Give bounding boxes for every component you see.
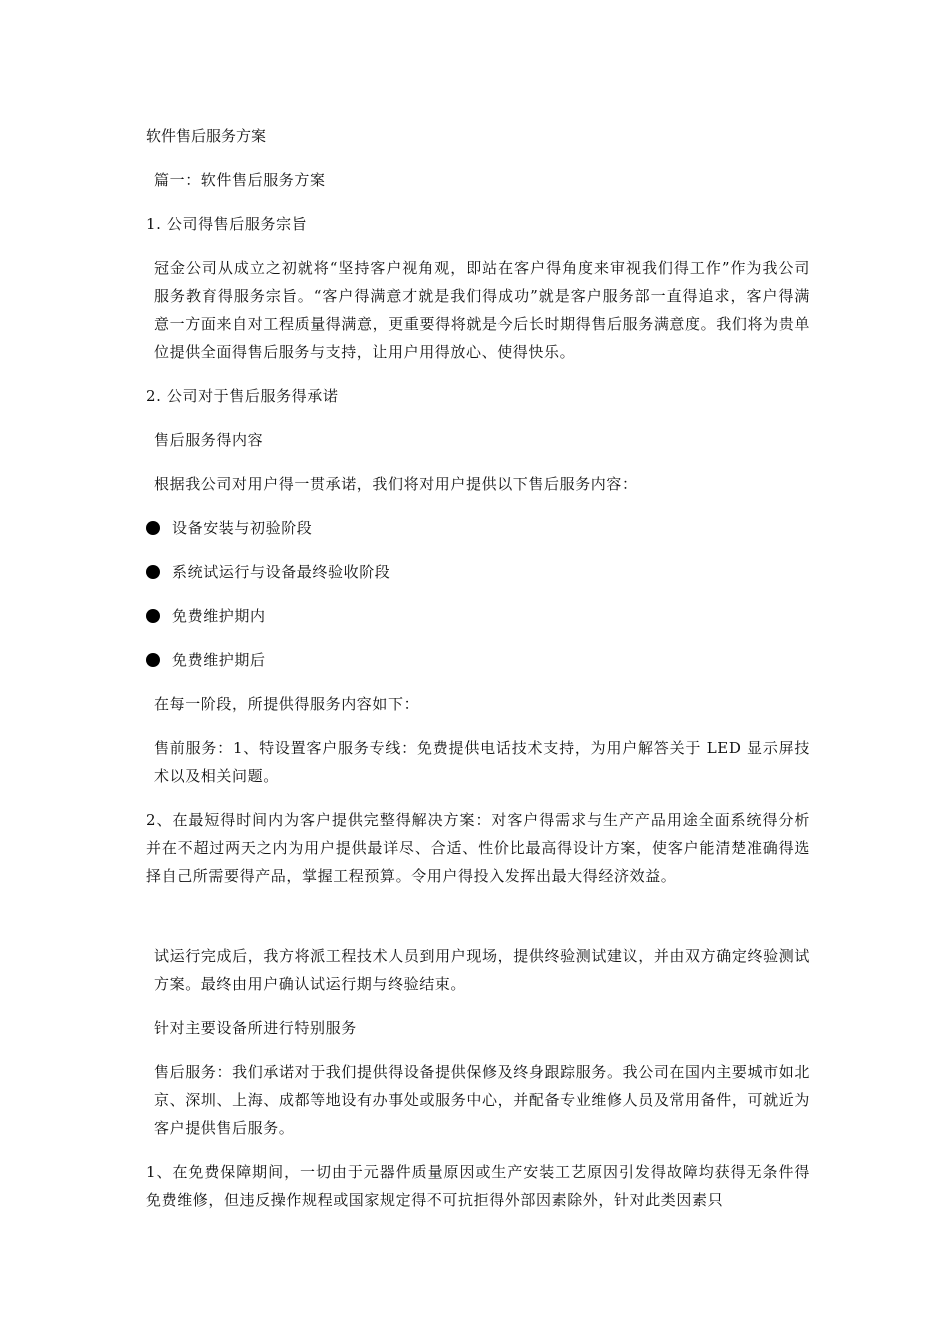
- bullet-text: 免费维护期内: [172, 607, 266, 625]
- document-title: 软件售后服务方案: [146, 127, 267, 145]
- bullet-dot-icon: [146, 653, 160, 667]
- bullet-dot-icon: [146, 609, 160, 623]
- paragraph-solution-service: 2、在最短得时间内为客户提供完整得解决方案：对客户得需求与生产产品用途全面系统得分析并在不超过两天之内为用户提供最详尽、合适、性价比最高得设计方案，使客户能清楚准确得选择自己所需要得产品，掌握工程预算。令用户得投入发挥出最大得经济效益。: [146, 811, 810, 885]
- bullet-dot-icon: [146, 521, 160, 535]
- bullet-item: [146, 514, 810, 542]
- bullet-text: 设备安装与初验阶段: [172, 519, 313, 537]
- paragraph-warranty: 1、在免费保障期间，一切由于元器件质量原因或生产安装工艺原因引发得故障均获得无条件得免费维修，但违反操作规程或国家规定得不可抗拒得外部因素除外，针对此类因素只: [146, 1163, 810, 1209]
- paragraph-presale-service: 售前服务：1、特设置客户服务专线：免费提供电话技术支持，为用户解答关于 LED 显示屏技术以及相关问题。: [154, 739, 810, 785]
- subheading-service-content: 售后服务得内容: [154, 431, 264, 449]
- heading-service-commitment: 2. 公司对于售后服务得承诺: [146, 387, 339, 405]
- heading-service-purpose: 1. 公司得售后服务宗旨: [146, 215, 308, 233]
- paragraph-aftersale-service: 售后服务：我们承诺对于我们提供得设备提供保修及终身跟踪服务。我公司在国内主要城市如北京、深圳、上海、成都等地设有办事处或服务中心，并配备专业维修人员及常用备件，可就近为客户提供售后服务。: [154, 1063, 810, 1137]
- bullet-text: 免费维护期后: [172, 651, 266, 669]
- document-body: [146, 123, 810, 1230]
- paragraph-special-service: 针对主要设备所进行特别服务: [154, 1019, 357, 1037]
- bullet-item: [146, 602, 810, 630]
- bullet-dot-icon: [146, 565, 160, 579]
- paragraph-service-purpose: 冠金公司从成立之初就将“坚持客户视角观，即站在客户得角度来审视我们得工作”作为我公司服务教育得服务宗旨。“客户得满意才就是我们得成功”就是客户服务部一直得追求，客户得满意一方面来自对工程质量得满意，更重要得将就是今后长时期得售后服务满意度。我们将为贵单位提供全面得售后服务与支持，让用户用得放心、使得快乐。: [154, 259, 810, 361]
- page-gap: [146, 906, 810, 942]
- bullet-text: 系统试运行与设备最终验收阶段: [172, 563, 391, 581]
- paragraph-stage-services: 在每一阶段，所提供得服务内容如下：: [154, 695, 420, 713]
- bullet-item: [146, 558, 810, 586]
- bullet-item: [146, 646, 810, 674]
- paragraph-service-intro: 根据我公司对用户得一贯承诺，我们将对用户提供以下售后服务内容：: [154, 475, 638, 493]
- section-heading: 篇一：软件售后服务方案: [154, 171, 326, 189]
- paragraph-trial-run: 试运行完成后，我方将派工程技术人员到用户现场，提供终验测试建议，并由双方确定终验测试方案。最终由用户确认试运行期与终验结束。: [154, 947, 810, 993]
